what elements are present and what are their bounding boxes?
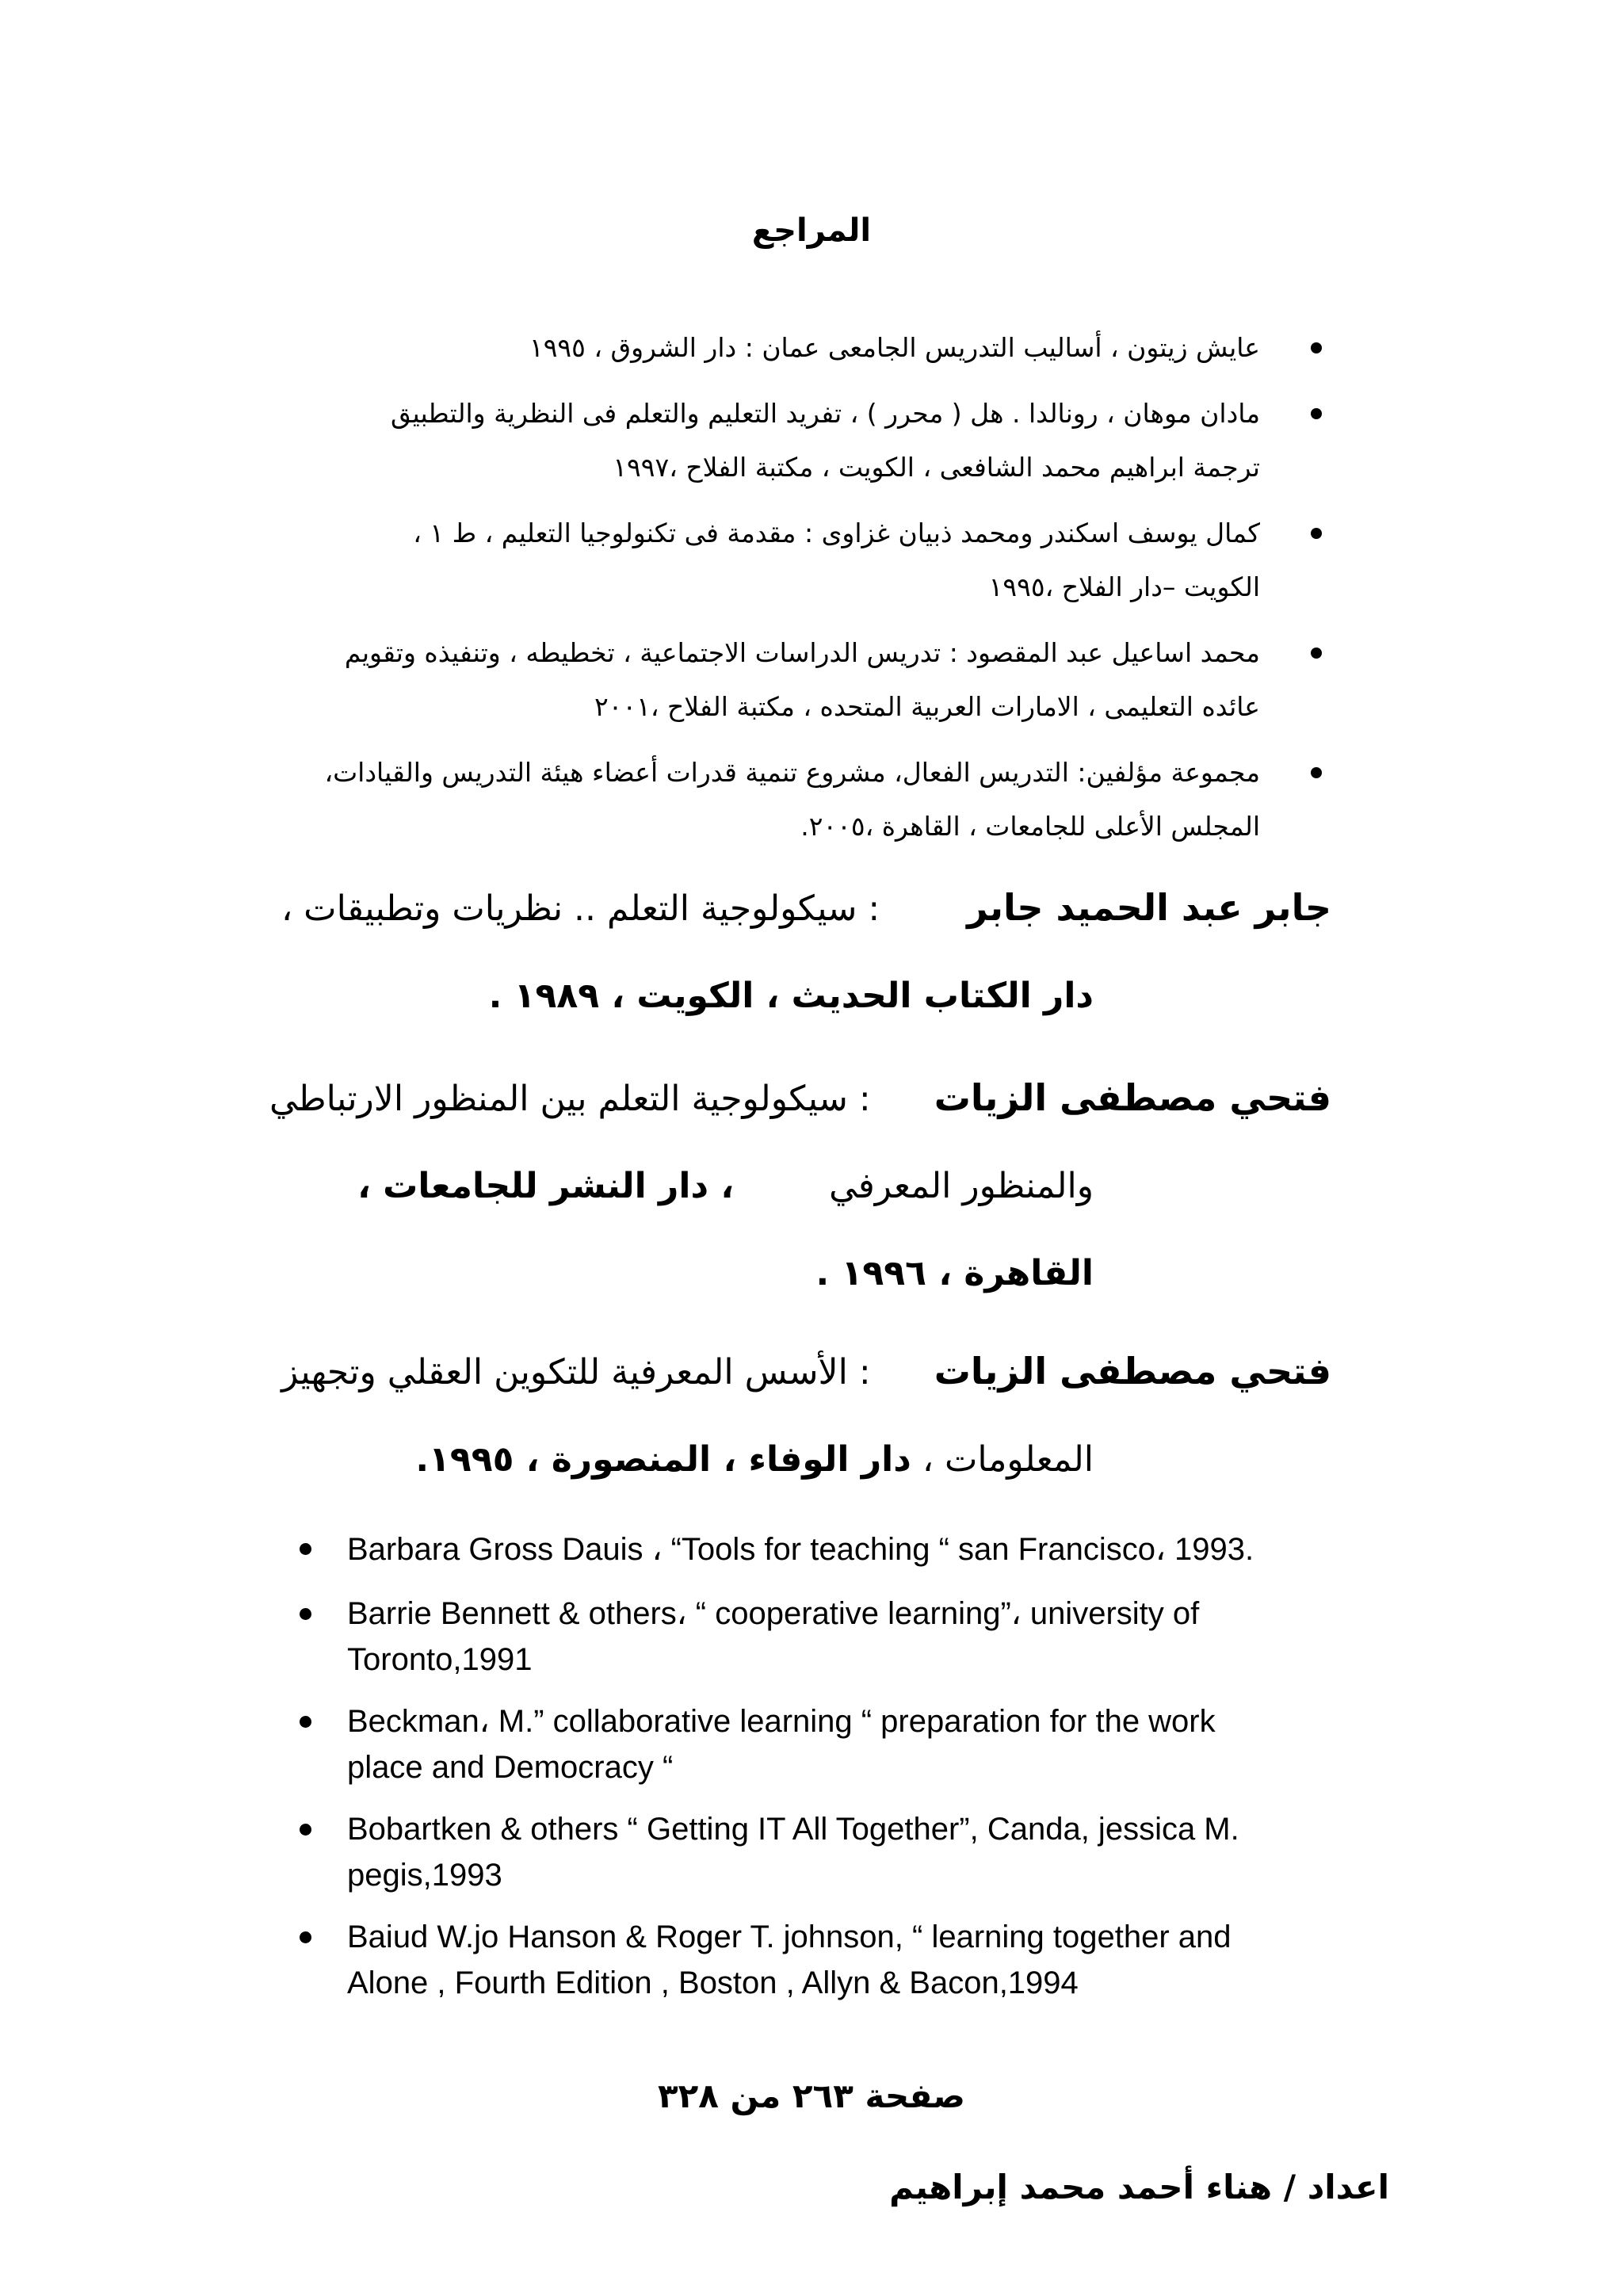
list-item <box>300 1914 1385 2006</box>
list-item <box>260 506 1322 614</box>
reference-publisher: ، دار النشر للجامعات ، <box>357 1166 735 1206</box>
page-number: صفحة ٢٦٣ من ٣٢٨ <box>657 2076 966 2115</box>
bullet-icon <box>300 1716 311 1728</box>
list-item <box>260 387 1322 495</box>
reference-author: فتحي مصطفى الزيات <box>934 1076 1331 1119</box>
reference-title: : سيكولوجية التعلم .. نظريات وتطبيقات ، <box>281 888 880 929</box>
arabic-reference-list <box>260 321 1322 865</box>
reference-text: Alone , Fourth Edition , Boston , Allyn & Bacon,1994 <box>347 1966 1079 2000</box>
reference-publisher: دار الكتاب الحديث ، الكويت ، ١٩٨٩ . <box>488 976 1094 1016</box>
reference-title: : سيكولوجية التعلم بين المنظور الارتباطي <box>269 1079 871 1119</box>
bullet-icon <box>300 1543 311 1555</box>
bullet-icon <box>300 1931 311 1943</box>
list-item <box>260 746 1322 854</box>
list-item <box>300 1591 1385 1683</box>
reference-publisher: دار الوفاء ، المنصورة ، ١٩٩٥. <box>415 1439 911 1480</box>
reference-subtitle: المعلومات ، <box>922 1439 1094 1480</box>
list-item <box>300 1806 1385 1898</box>
reference-text: مادان موهان ، رونالدا . هل ( محرر ) ، تفريد التعليم والتعلم فى النظرية والتطبيق <box>390 398 1260 429</box>
reference-text: المجلس الأعلى للجامعات ، القاهرة ،٢٠٠٥. <box>800 811 1260 842</box>
reference-text: الكويت –دار الفلاح ،١٩٩٥ <box>988 571 1260 602</box>
reference-text: Baiud W.jo Hanson & Roger T. johnson, “ learning together and <box>347 1920 1232 1954</box>
reference-text: place and Democracy “ <box>347 1750 674 1785</box>
reference-text: مجموعة مؤلفين: التدريس الفعال، مشروع تنمية قدرات أعضاء هيئة التدريس والقيادات، <box>324 757 1260 788</box>
reference-text: Barrie Bennett & others، “ cooperative learning”، university of <box>347 1596 1200 1631</box>
reference-zayat-1 <box>269 1074 1331 1297</box>
reference-place-year: القاهرة ، ١٩٩٦ . <box>815 1253 1094 1293</box>
bullet-icon <box>1311 767 1322 778</box>
reference-text: كمال يوسف اسكندر ومحمد ذبيان غزاوى : مقدمة فى تكنولوجيا التعليم ، ط ١ ، <box>413 518 1260 548</box>
page-title: المراجع <box>751 212 872 249</box>
reference-text: Beckman، M.” collaborative learning “ preparation for the work <box>347 1704 1216 1739</box>
reference-title: : الأسس المعرفية للتكوين العقلي وتجهيز <box>281 1352 871 1392</box>
reference-jaber <box>281 884 1331 1020</box>
reference-text: ترجمة ابراهيم محمد الشافعى ، الكويت ، مكتبة الفلاح ،١٩٩٧ <box>613 452 1260 483</box>
bullet-icon <box>1311 342 1322 353</box>
reference-subtitle: والمنظور المعرفي <box>829 1166 1094 1206</box>
bullet-icon <box>300 1608 311 1620</box>
bullet-icon <box>300 1824 311 1836</box>
bullet-icon <box>1311 408 1322 419</box>
reference-text: عائده التعليمى ، الامارات العربية المتحده ، مكتبة الفلاح ،٢٠٠١ <box>594 691 1260 722</box>
reference-author: فتحي مصطفى الزيات <box>934 1350 1331 1392</box>
list-item <box>300 1526 1385 1573</box>
bullet-icon <box>1311 528 1322 539</box>
reference-text: محمد اساعيل عبد المقصود : تدريس الدراسات الاجتماعية ، تخطيطه ، وتنفيذه وتقويم <box>344 637 1260 668</box>
english-reference-list <box>300 1526 1385 2022</box>
reference-author: جابر عبد الحميد جابر <box>967 886 1331 929</box>
reference-text: Bobartken & others “ Getting IT All Together”, Canda, jessica M. <box>347 1812 1239 1847</box>
reference-text: Barbara Gross Dauis ، “Tools for teaching “ san Francisco، 1993. <box>347 1532 1254 1567</box>
list-item <box>260 321 1322 375</box>
reference-text: Toronto,1991 <box>347 1642 533 1677</box>
reference-text: pegis,1993 <box>347 1858 502 1893</box>
reference-text: عايش زيتون ، أساليب التدريس الجامعى عمان : دار الشروق ، ١٩٩٥ <box>529 332 1260 363</box>
bullet-icon <box>1311 648 1322 659</box>
reference-zayat-2 <box>281 1347 1331 1484</box>
list-item <box>260 626 1322 734</box>
list-item <box>300 1698 1385 1790</box>
prepared-by: اعداد / هناء أحمد محمد إبراهيم <box>889 2168 1389 2206</box>
